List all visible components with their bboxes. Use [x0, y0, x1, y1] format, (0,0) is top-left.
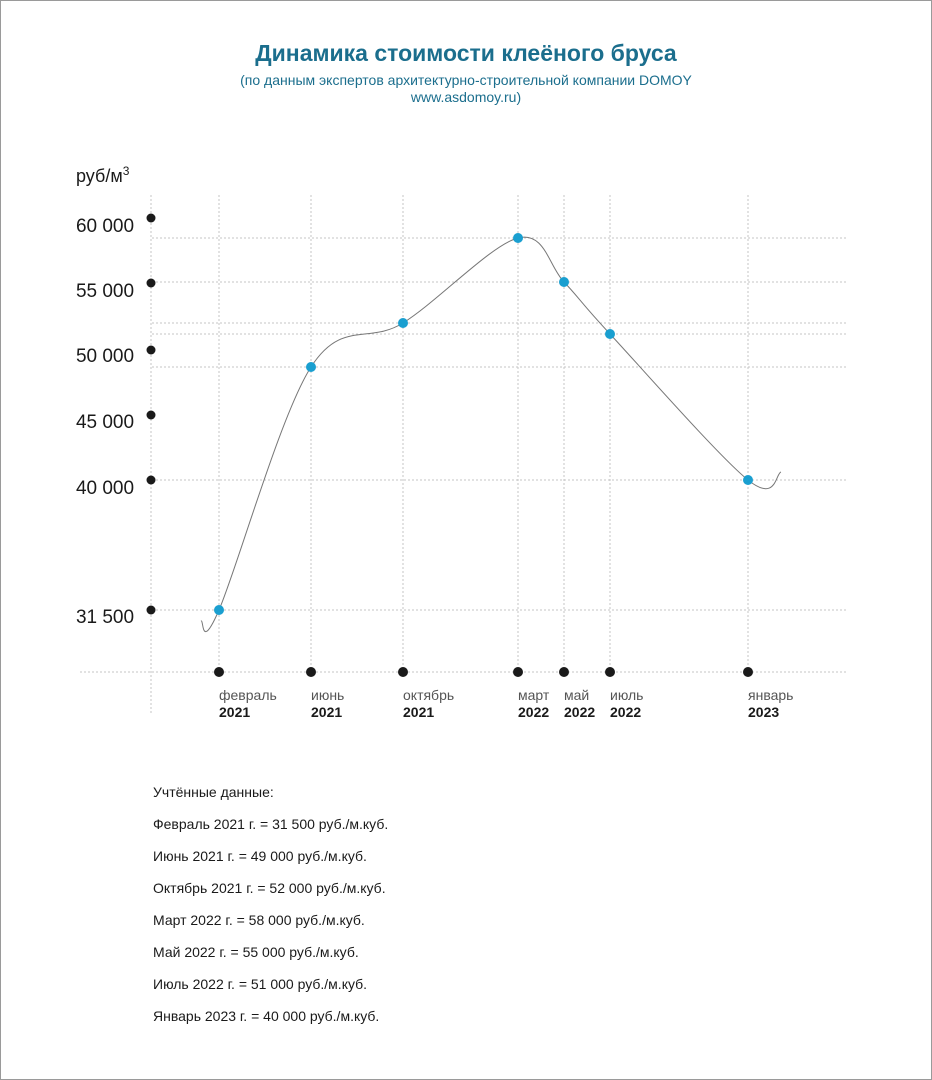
x-tick-month-label: июль: [610, 687, 644, 703]
price-curve: [201, 237, 781, 632]
recorded-data-line: Март 2022 г. = 58 000 руб./м.куб.: [153, 912, 365, 928]
data-point: [605, 329, 615, 339]
y-tick-dot: [147, 606, 156, 615]
x-tick-dot: [559, 667, 569, 677]
data-point: [398, 318, 408, 328]
x-tick-month-label: май: [564, 687, 590, 703]
recorded-data-line: Октябрь 2021 г. = 52 000 руб./м.куб.: [153, 880, 386, 896]
x-tick-dot: [605, 667, 615, 677]
chart-title: Динамика стоимости клеёного бруса: [255, 40, 677, 66]
x-tick-year-label: 2021: [403, 704, 435, 720]
x-tick-dot: [214, 667, 224, 677]
x-tick-year-label: 2023: [748, 704, 780, 720]
recorded-data-line: Июль 2022 г. = 51 000 руб./м.куб.: [153, 976, 368, 992]
x-tick-dot: [743, 667, 753, 677]
chart-grid: [80, 195, 846, 672]
x-tick-dot: [513, 667, 523, 677]
x-tick-month-label: июнь: [311, 687, 345, 703]
x-tick-month-label: январь: [748, 687, 794, 703]
y-tick-label: 40 000: [75, 478, 135, 499]
y-tick-label: 31 500: [75, 607, 135, 628]
recorded-data-list: [153, 784, 388, 1040]
x-tick-month-label: октябрь: [403, 687, 455, 703]
y-tick-label: 45 000: [75, 412, 135, 433]
y-tick-dot: [147, 214, 156, 223]
y-tick-dot: [147, 411, 156, 420]
recorded-data-heading: Учтённые данные:: [153, 784, 274, 800]
chart-source-url: www.asdomoy.ru): [410, 89, 522, 105]
y-tick-label: 60 000: [75, 216, 135, 237]
axis-labels: [76, 164, 794, 720]
data-point: [513, 233, 523, 243]
data-point: [559, 277, 569, 287]
x-tick-year-label: 2022: [518, 704, 550, 720]
y-axis-dots: [147, 214, 156, 615]
x-tick-year-label: 2022: [564, 704, 596, 720]
x-tick-month-label: февраль: [219, 687, 277, 703]
x-tick-year-label: 2022: [610, 704, 642, 720]
data-point: [743, 475, 753, 485]
data-point: [214, 605, 224, 615]
y-tick-label: 50 000: [75, 346, 135, 367]
y-tick-label: 55 000: [75, 281, 135, 302]
data-point: [306, 362, 316, 372]
y-tick-dot: [147, 476, 156, 485]
y-tick-dot: [147, 346, 156, 355]
y-tick-dot: [147, 279, 156, 288]
x-tick-dot: [306, 667, 316, 677]
x-tick-year-label: 2021: [311, 704, 343, 720]
recorded-data-line: Июнь 2021 г. = 49 000 руб./м.куб.: [153, 848, 367, 864]
x-tick-month-label: март: [518, 687, 550, 703]
x-tick-dot: [398, 667, 408, 677]
recorded-data-line: Февраль 2021 г. = 31 500 руб./м.куб.: [153, 816, 389, 832]
recorded-data-line: Май 2022 г. = 55 000 руб./м.куб.: [153, 944, 359, 960]
recorded-data-line: Январь 2023 г. = 40 000 руб./м.куб.: [153, 1008, 380, 1024]
chart-subtitle: (по данным экспертов архитектурно-строительной компании DOMOY: [240, 72, 692, 88]
x-tick-year-label: 2021: [219, 704, 251, 720]
y-axis-unit-label: руб/$м^3$: [76, 164, 130, 186]
data-points: [214, 233, 753, 615]
